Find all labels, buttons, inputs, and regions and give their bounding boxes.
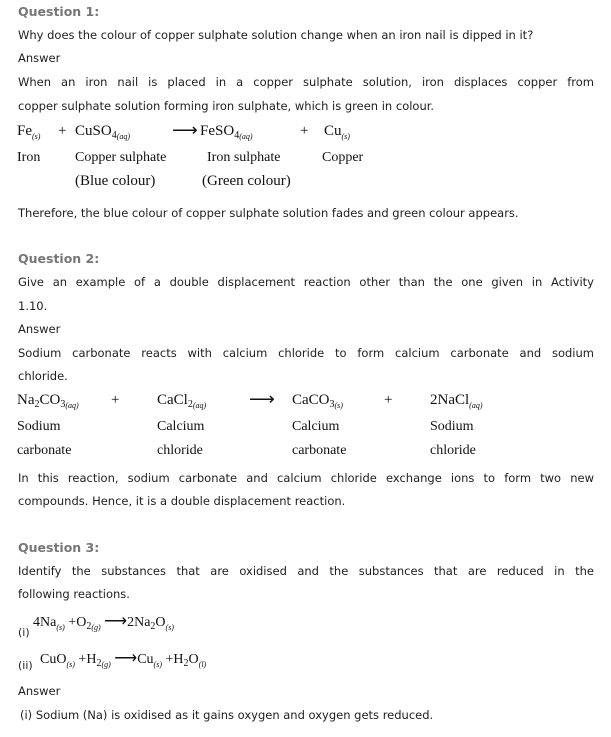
product-iron-sulphate: FeSO$_{4(aq)}$ bbox=[200, 123, 253, 141]
answer-text-line: (i) Sodium (Na) is oxidised as it gains oxygen and oxygen gets reduced. bbox=[20, 708, 434, 722]
reactant-copper-sulphate: CuSO$_{4(aq)}$ bbox=[75, 123, 131, 141]
product-sodium-chloride: 2NaCl$_{(aq)}$ bbox=[430, 392, 483, 410]
reaction-arrow: ⟶ bbox=[249, 389, 275, 409]
product-calcium-carbonate: CaCO$_{3(s)}$ bbox=[292, 392, 343, 410]
answer-text-line: copper sulphate solution forming iron sulphate, which is green in colour. bbox=[18, 99, 435, 113]
question-1-text: Why does the colour of copper sulphate solution change when an iron nail is dipped in it? bbox=[18, 28, 534, 42]
label-chloride: chloride bbox=[157, 443, 203, 458]
question-3-heading: Question 3: bbox=[18, 540, 100, 555]
reaction-number: (i) bbox=[18, 626, 30, 639]
question-2-text: Give an example of a double displacement reaction other than the one given in Activity bbox=[18, 275, 594, 289]
label-copper-sulphate: Copper sulphate bbox=[75, 150, 167, 165]
conclusion-text: In this reaction, sodium carbonate and calcium chloride exchange ions to form two new bbox=[18, 471, 594, 485]
answer-label: Answer bbox=[18, 322, 61, 336]
label-carbonate: carbonate bbox=[17, 443, 72, 458]
label-green-colour: (Green colour) bbox=[202, 173, 291, 189]
answer-label: Answer bbox=[18, 51, 61, 65]
label-iron-sulphate: Iron sulphate bbox=[207, 150, 281, 165]
answer-text-line: Sodium carbonate reacts with calcium chloride to form calcium carbonate and sodium bbox=[18, 346, 594, 360]
reaction-ii-equation: $CuO_{(s)} +H_{2(g)}$ $⟶Cu_{(s)} +H_2O_{(l)}$ bbox=[40, 650, 207, 669]
plus-sign: + bbox=[300, 123, 309, 139]
label-sodium: Sodium bbox=[430, 419, 474, 434]
product-copper: $Cu_{(s)}$ bbox=[324, 123, 350, 141]
label-calcium: Calcium bbox=[292, 419, 340, 434]
question-2-heading: Question 2: bbox=[18, 251, 100, 266]
label-carbonate: carbonate bbox=[292, 443, 347, 458]
plus-sign: + bbox=[111, 392, 120, 408]
label-calcium: Calcium bbox=[157, 419, 205, 434]
conclusion-text: Therefore, the blue colour of copper sulphate solution fades and green colour appears. bbox=[18, 206, 519, 220]
reactant-sodium-carbonate: $Na_2CO_{3(aq)}$ bbox=[17, 392, 79, 410]
plus-sign: + bbox=[58, 123, 67, 139]
label-blue-colour: (Blue colour) bbox=[75, 173, 156, 189]
reaction-arrow: ⟶ bbox=[172, 120, 198, 140]
label-chloride: chloride bbox=[430, 443, 476, 458]
label-iron: Iron bbox=[17, 150, 41, 165]
answer-label: Answer bbox=[18, 684, 61, 698]
label-sodium: Sodium bbox=[17, 419, 61, 434]
reaction-number: (ii) bbox=[18, 659, 33, 672]
reactant-calcium-chloride: CaCl$_{2(aq)}$ bbox=[157, 392, 207, 410]
question-2-text: 1.10. bbox=[18, 299, 48, 313]
label-copper: Copper bbox=[322, 150, 364, 165]
reactant-iron: $Fe_{(s)}$ bbox=[17, 123, 41, 141]
question-3-text: Identify the substances that are oxidised and the substances that are reduced in the bbox=[18, 564, 594, 578]
reaction-i-equation: $4Na_{(s)} +O_{2(g)}$ $⟶2Na_2O_{(s)}$ bbox=[33, 613, 174, 632]
question-1-heading: Question 1: bbox=[18, 4, 100, 19]
question-3-text: following reactions. bbox=[18, 587, 130, 601]
plus-sign: + bbox=[384, 392, 393, 408]
answer-text-line: chloride. bbox=[18, 369, 68, 383]
conclusion-text: compounds. Hence, it is a double displacement reaction. bbox=[18, 494, 346, 508]
answer-text-line: When an iron nail is placed in a copper sulphate solution, iron displaces copper from bbox=[18, 75, 594, 89]
